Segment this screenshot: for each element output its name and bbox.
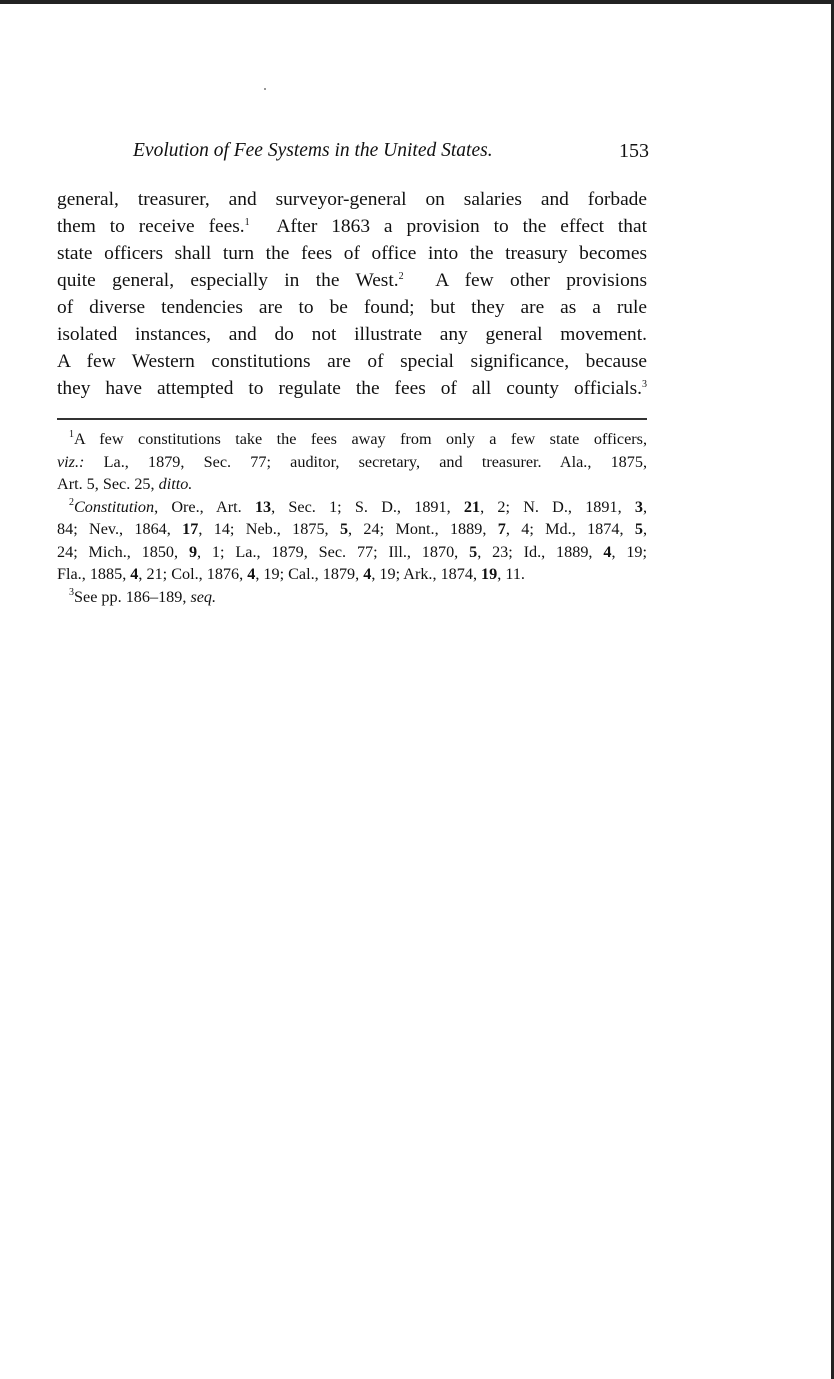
running-title: Evolution of Fee Systems in the United States. xyxy=(133,140,493,161)
footnote-text: La., 1879, Sec. 77; auditor, secretary, and treasurer. Ala., 1875, xyxy=(84,452,647,471)
volume-number: 19 xyxy=(481,565,498,583)
volume-number: 7 xyxy=(497,520,506,538)
footnote-text: , 23; Id., 1889, xyxy=(477,542,604,561)
page-number: 153 xyxy=(619,140,649,162)
body-line: general, treasurer, and surveyor-general on salaries and forbade xyxy=(57,189,647,210)
volume-number: 5 xyxy=(339,520,349,538)
footnote-text: , Ore., Art. xyxy=(154,497,255,516)
volume-number: 4 xyxy=(363,565,372,583)
footnote-text: , 1; La., 1879, Sec. 77; Ill., 1870, xyxy=(197,542,470,561)
footnote-mark: 3 xyxy=(69,586,74,598)
body-text-segment: quite general, especially in the West. xyxy=(57,270,399,291)
footnote-text: , Sec. 1; S. D., 1891, xyxy=(271,497,464,516)
footnote-line xyxy=(57,586,647,609)
volume-number: 9 xyxy=(188,542,198,561)
volume-number: 13 xyxy=(254,497,272,516)
volume-number: 17 xyxy=(182,520,199,538)
body-line: state officers shall turn the fees of office into the treasury becomes xyxy=(57,243,647,264)
footnote-line xyxy=(57,563,647,586)
body-line xyxy=(57,375,647,402)
page-header xyxy=(133,140,649,170)
footnote-text-italic: Constitution xyxy=(74,497,155,516)
body-line: isolated instances, and do not illustrate any general movement. xyxy=(57,324,647,345)
footnote-text: , 19; Ark., 1874, xyxy=(371,565,482,583)
footnote-line xyxy=(57,518,647,541)
footnote-text: , 19; xyxy=(611,542,648,561)
footnote-line xyxy=(57,428,647,451)
footnotes xyxy=(57,428,647,608)
footnote-text: , xyxy=(642,497,648,516)
volume-number: 3 xyxy=(634,497,643,516)
volume-number: 4 xyxy=(130,565,139,583)
footnote-mark: 2 xyxy=(69,496,74,508)
body-line xyxy=(57,213,647,240)
volume-number: 4 xyxy=(603,542,612,561)
footnote-ref: 2 xyxy=(398,271,404,282)
volume-number: 5 xyxy=(469,542,478,561)
footnote-text: A few constitutions take the fees away from only a few state officers, xyxy=(74,430,647,448)
footnote-text-italic: viz.: xyxy=(57,452,85,471)
volume-number: 21 xyxy=(463,497,481,516)
footnote-mark: 1 xyxy=(69,429,74,440)
volume-number: 5 xyxy=(634,520,643,538)
body-line: of diverse tendencies are to be found; but they are as a rule xyxy=(57,297,647,318)
body-text-segment: them to receive fees. xyxy=(57,216,245,237)
footnote-text: Art. 5, Sec. 25, xyxy=(57,475,159,493)
body-line xyxy=(57,267,647,294)
body-text-segment: they have attempted to regulate the fees of all county officials. xyxy=(57,378,642,399)
footnote-rule xyxy=(57,418,647,420)
footnote-line xyxy=(57,473,647,496)
footnote-3 xyxy=(57,586,647,609)
volume-number: 4 xyxy=(247,565,256,583)
footnote-text: , xyxy=(642,520,647,538)
body-text-segment: A few other provisions xyxy=(435,270,648,291)
footnote-text: , 19; Cal., 1879, xyxy=(255,565,364,583)
scan-speck xyxy=(264,88,266,90)
footnote-text: , 24; Mont., 1889, xyxy=(348,520,498,538)
footnote-text: , 21; Col., 1876, xyxy=(138,565,248,583)
footnote-text-italic: seq. xyxy=(190,587,217,606)
footnote-text-italic: ditto. xyxy=(158,475,193,493)
footnote-line xyxy=(57,496,647,519)
footnote-text: , 2; N. D., 1891, xyxy=(480,497,635,516)
footnote-line xyxy=(57,541,647,564)
footnote-text: , 4; Md., 1874, xyxy=(505,520,635,538)
footnote-text: 24; Mich., 1850, xyxy=(57,542,189,561)
body-line: A few Western constitutions are of special significance, because xyxy=(57,351,647,372)
page-top-edge xyxy=(0,0,834,4)
footnote-text: , 11. xyxy=(497,565,525,583)
footnote-text: , 14; Neb., 1875, xyxy=(198,520,340,538)
footnote-2 xyxy=(57,496,647,586)
body-paragraph xyxy=(57,186,647,402)
footnote-1 xyxy=(57,428,647,496)
footnote-ref: 3 xyxy=(642,379,647,390)
footnote-text: Fla., 1885, xyxy=(57,565,131,583)
body-text-segment: After 1863 a provision to the effect that xyxy=(276,216,647,237)
footnote-text: See pp. 186–189, xyxy=(74,587,191,606)
footnote-ref: 1 xyxy=(244,217,250,228)
footnote-line xyxy=(57,451,647,474)
footnote-text: 84; Nev., 1864, xyxy=(57,520,183,538)
